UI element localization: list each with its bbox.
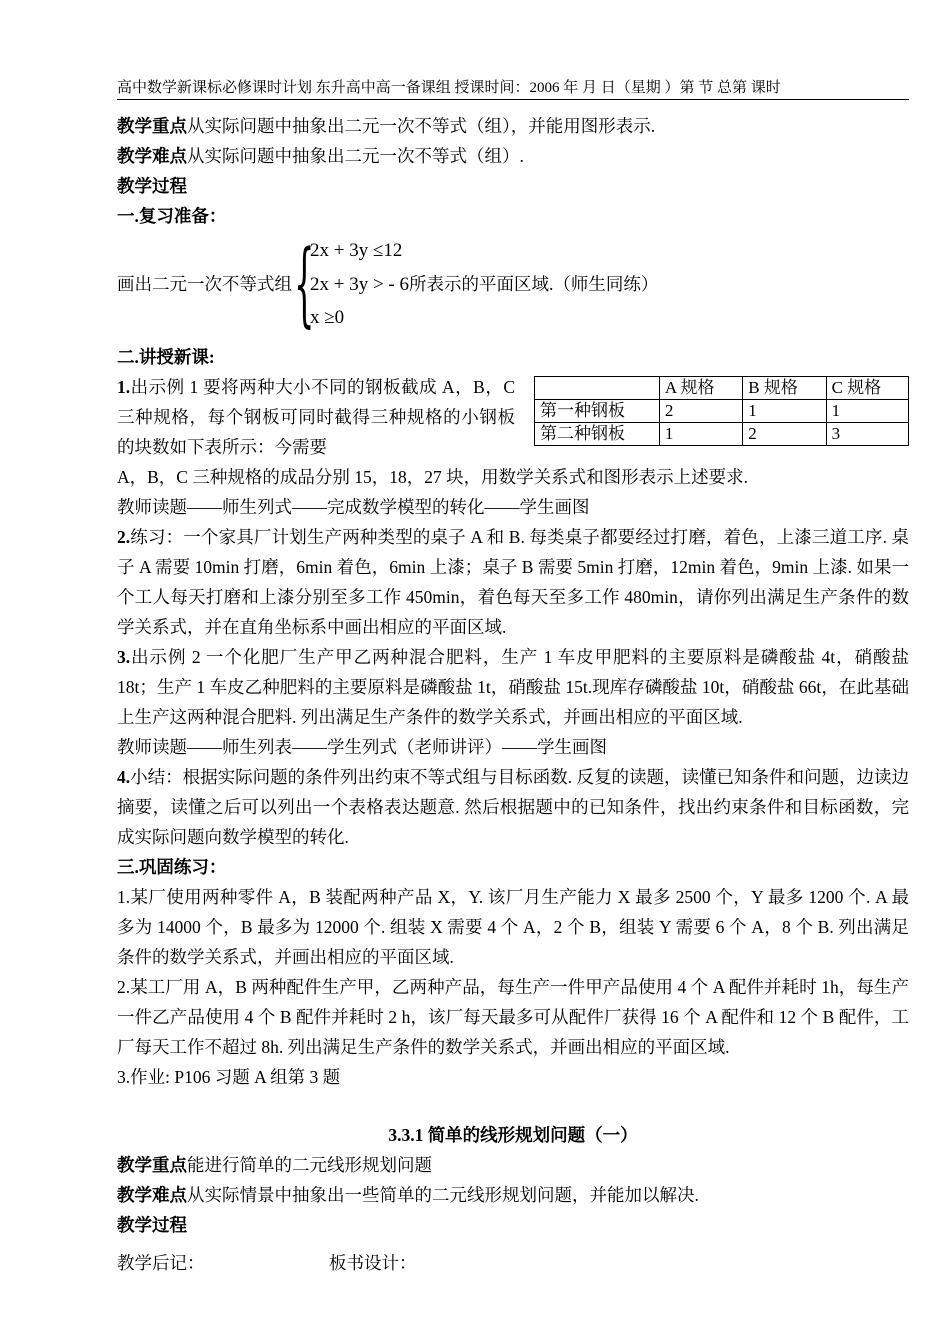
practice-2: 2.某工厂用 A，B 两种配件生产甲，乙两种产品，每生产一件甲产品使用 4 个 A 配件并耗时 1h，每生产一件乙产品使用 4 个 B 配件并耗时 2 h，该厂每天最多可从配件厂获得 16 个 A 配件和 12 个 B 配件，工厂每天工作不超过 8h. 列出满足生产条件的数学关系式，并画出相应的平面区域.: [117, 977, 909, 1057]
section-focus: 教学重点能进行简单的二元线形规划问题: [117, 1155, 432, 1175]
teaching-flow-1: 教师读题——师生列式——完成数学模型的转化——学生画图: [117, 497, 590, 517]
table-cell: C 规格: [826, 377, 908, 400]
difficulty-text: 从实际问题中抽象出二元一次不等式（组）.: [187, 146, 524, 166]
table-cell: 1: [659, 423, 742, 446]
inequality-3: x ≥0: [310, 307, 345, 328]
table-cell: 第一种钢板: [535, 400, 660, 423]
section-title: 3.3.1 简单的线形规划问题（一）: [388, 1125, 638, 1145]
table-cell: 1: [826, 400, 908, 423]
table-cell: 3: [826, 423, 908, 446]
table-cell: 2: [743, 423, 826, 446]
review-heading: 一.复习准备：: [117, 206, 227, 226]
review-suffix: 所表示的平面区域.（师生同练）: [409, 273, 659, 294]
table-cell: 1: [743, 400, 826, 423]
summary: 4.小结：根据实际问题的条件列出约束不等式组与目标函数. 反复的读题，读懂已知条件和问题，边读边摘要，读懂之后可以列出一个表格表达题意. 然后根据题中的已知条件，找出约束条件和目标函数，完成实际问题向数学模型的转化.: [117, 767, 909, 847]
page-header: 高中数学新课标必修课时计划 东升高中高一备课组 授课时间：2006 年 月 日（星期 ）第 节 总第 课时: [117, 78, 909, 100]
example-1-text: 1.出示例 1 要将两种大小不同的钢板截成 A，B，C 三种规格，每个钢板可同时截得三种规格的小钢板的块数如下表所示：今需要: [117, 377, 515, 457]
example-1: [117, 372, 909, 462]
homework: 3.作业: P106 习题 A 组第 3 题: [117, 1067, 341, 1087]
teaching-difficulty: [117, 141, 909, 171]
inequality-system: [117, 230, 909, 337]
table-row: [535, 423, 909, 446]
teaching-flow-2: 教师读题——师生列表——学生列式（老师讲评）——学生画图: [117, 737, 607, 757]
new-lesson-heading: 二.讲授新课:: [117, 347, 215, 367]
table-cell: A 规格: [659, 377, 742, 400]
focus-label: 教学重点: [117, 116, 187, 136]
practice-heading: 三.巩固练习：: [117, 857, 227, 877]
example-2: 2.练习：一个家具厂计划生产两种类型的桌子 A 和 B. 每类桌子都要经过打磨，着色，上漆三道工序. 桌子 A 需要 10min 打磨，6min 着色，6min 上漆；桌子 B 需要 5min 打磨，12min 着色，9min 上漆. 如果一个工人每天打磨和上漆分别至多工作 450min，着色每天至多工作 480min，请你列出满足生产条件的数学关系式，并在直角坐标系中画出相应的平面区域.: [117, 527, 909, 637]
table-cell: 第二种钢板: [535, 423, 660, 446]
document-body: [117, 111, 909, 1278]
example-3: 3.出示例 2 一个化肥厂生产甲乙两种混合肥料，生产 1 车皮甲肥料的主要原料是磷酸盐 4t，硝酸盐 18t；生产 1 车皮乙种肥料的主要原料是磷酸盐 1t，硝酸盐 15t.现库存磷酸盐 10t，硝酸盐 66t，在此基础上生产这两种混合肥料. 列出满足生产条件的数学关系式，并画出相应的平面区域.: [117, 647, 909, 727]
section-process-heading: 教学过程: [117, 1215, 187, 1235]
review-prefix: 画出二元一次不等式组: [117, 274, 292, 294]
steel-spec-table: [534, 376, 909, 446]
table-cell: B 规格: [743, 377, 826, 400]
teaching-focus: [117, 111, 909, 141]
practice-1: 1.某厂使用两种零件 A，B 装配两种产品 X，Y. 该厂月生产能力 X 最多 2500 个，Y 最多 1200 个. A 最多为 14000 个，B 最多为 12000 个. 组装 X 需要 4 个 A，2 个 B，组装 Y 需要 6 个 A，8 个 B. 列出满足条件的数学关系式，并画出相应的平面区域.: [117, 887, 909, 967]
process-heading: 教学过程: [117, 176, 187, 196]
table-cell: [535, 377, 660, 400]
board-label: 板书设计：: [329, 1253, 417, 1273]
table-row: [535, 400, 909, 423]
example-1-continued: A，B，C 三种规格的成品分别 15，18，27 块，用数学关系式和图形表示上述要求.: [117, 467, 748, 487]
inequality-2: 2x + 3y > - 6所表示的平面区域.（师生同练）: [310, 273, 659, 295]
left-brace: {: [294, 230, 315, 337]
section-difficulty: 教学难点从实际情景中抽象出一些简单的二元线形规划问题，并能加以解决.: [117, 1185, 699, 1205]
table-cell: 2: [659, 400, 742, 423]
notes-label: 教学后记：: [117, 1253, 205, 1273]
table-header-row: [535, 377, 909, 400]
inequality-list: [310, 234, 658, 334]
difficulty-label: 教学难点: [117, 146, 187, 166]
footer-notes: [117, 1248, 909, 1278]
focus-text: 从实际问题中抽象出二元一次不等式（组），并能用图形表示.: [187, 116, 656, 136]
inequality-1: 2x + 3y ≤12: [310, 240, 403, 261]
